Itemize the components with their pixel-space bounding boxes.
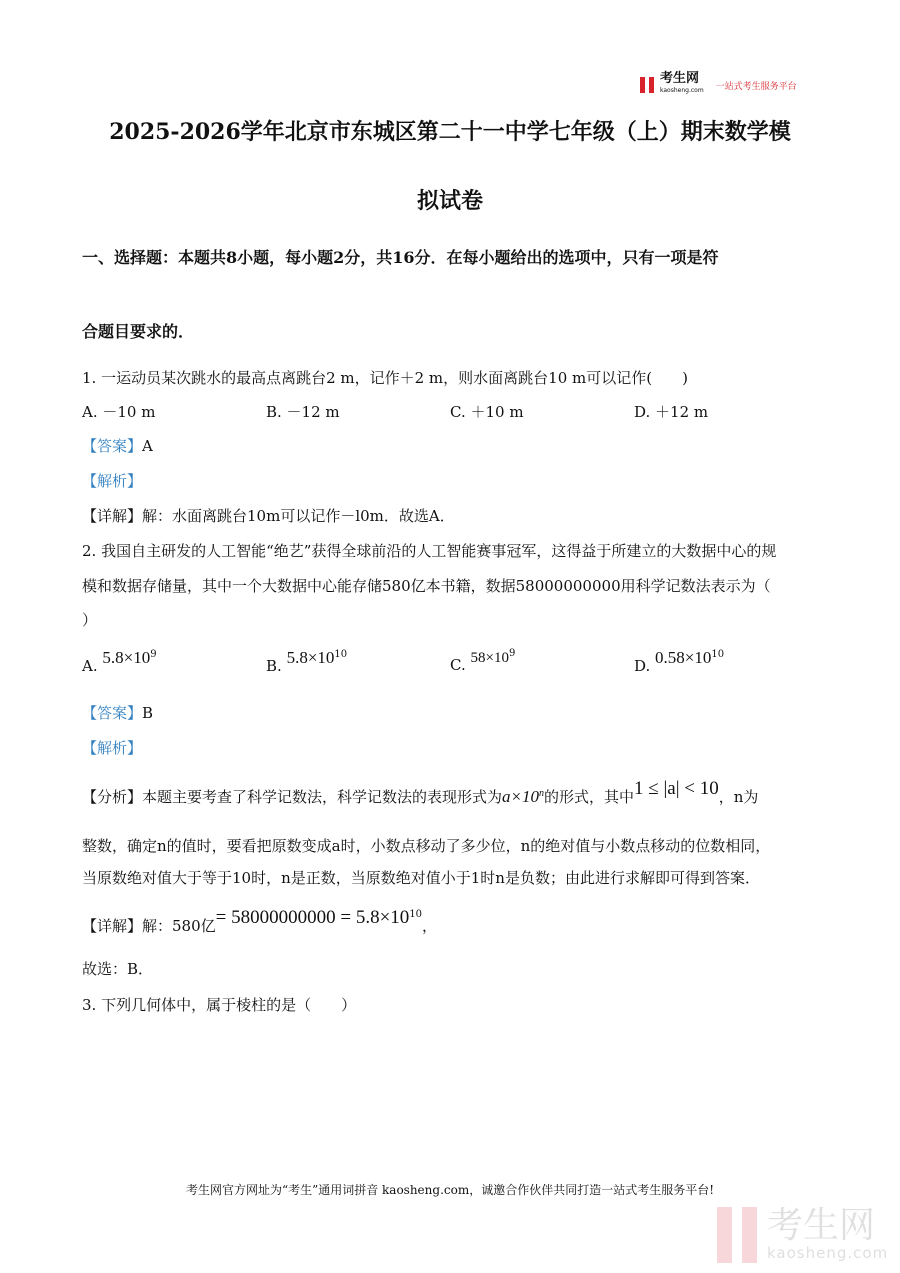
- q2-stem-1: 2. 我国自主研发的人工智能“绝艺”获得全球前沿的人工智能赛事冠军，这得益于所建立的大数据中心的规: [82, 542, 777, 560]
- title-line-1: 2025-2026学年北京市东城区第二十一中学七年级（上）期末数学模: [109, 119, 791, 145]
- q1-option-b: B. －12 m: [266, 403, 340, 421]
- q2-analysis-tag: 【解析】: [82, 739, 143, 757]
- watermark-icon: [717, 1207, 757, 1263]
- q1-option-a: A. －10 m: [82, 403, 156, 421]
- title-line-2: 拟试卷: [416, 188, 483, 214]
- q2-option-c: C. $58\times 10^9$: [450, 648, 516, 674]
- section-heading-1: 一、选择题：本题共8小题，每小题2分，共16分．在每小题给出的选项中，只有一项是符: [82, 248, 719, 267]
- logo-name: 考生网: [660, 71, 700, 86]
- q2-option-b: B. $5.8\times 10^{10}$: [266, 648, 348, 675]
- q1-answer: 【答案】A: [82, 437, 153, 455]
- q2-detail: 【详解】解：580亿= $58000000000 = 5.8\times 10^{10}$，: [82, 907, 438, 935]
- footer-text: 考生网官方网址为“考生”通用词拼音 kaosheng.com，诚邀合作伙伴共同打造一站式考生服务平台!: [185, 1183, 715, 1197]
- q2-option-d: D. $0.58\times 10^{10}$: [634, 648, 725, 675]
- q1-stem: 1. 一运动员某次跳水的最高点离跳台2 m，记作＋2 m，则水面离跳台10 m可以记作( ): [82, 369, 688, 387]
- q3-stem: 3. 下列几何体中，属于棱柱的是（ ）: [82, 996, 357, 1014]
- q2-fenxi-1: 【分析】本题主要考查了科学记数法，科学记数法的表现形式为$a\times 10^n$的形式，其中1 ≤ |a| < 10，n为: [82, 778, 759, 806]
- q2-answer: 【答案】B: [82, 704, 154, 722]
- watermark-logo: 考生网 kaosheng.com: [717, 1207, 888, 1263]
- section-heading-2: 合题目要求的．: [82, 322, 195, 341]
- q1-option-d: D. ＋12 m: [634, 403, 709, 421]
- q2-option-a: A. $5.8\times 10^9$: [82, 648, 157, 675]
- q2-conclusion: 故选：B．: [82, 960, 154, 978]
- header-logo: [640, 73, 797, 97]
- q1-detail: 【详解】解：水面离跳台10m可以记作－l0m．故选A．: [82, 507, 455, 525]
- q1-analysis-tag: 【解析】: [82, 472, 143, 490]
- q2-fenxi-3: 当原数绝对值大于等于10时，n是正数，当原数绝对值小于1时n是负数；由此进行求解即可得到答案．: [82, 869, 760, 887]
- q2-fenxi-2: 整数，确定n的值时，要看把原数变成a时，小数点移动了多少位，n的绝对值与小数点移动的位数相同，: [82, 837, 771, 855]
- q2-stem-2: 模和数据存储量，其中一个大数据中心能存储580亿本书籍，数据58000000000用科学记数法表示为（: [82, 577, 771, 595]
- logo-domain: kaosheng.com: [660, 87, 704, 94]
- q2-stem-3: ）: [82, 611, 98, 629]
- q1-option-c: C. ＋10 m: [450, 403, 524, 421]
- logo-icon: [640, 77, 654, 93]
- header-slogan: 一站式考生服务平台: [715, 81, 797, 92]
